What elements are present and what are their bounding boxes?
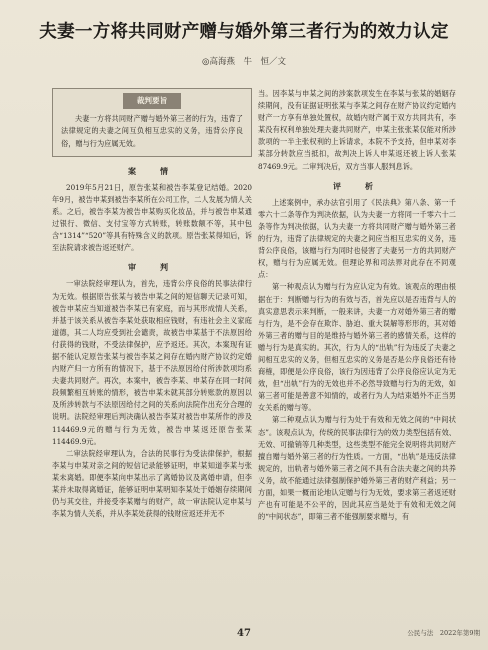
page-number: 47 [237, 628, 251, 639]
trial-heading: 审 判 [128, 262, 176, 273]
comment-paragraph: 上述案例中，承办法官引用了《民法典》第八条、第一千零六十二条等作为判决依据，认为夫妻一方将同一千零六十二条等作为判决依据，认为夫妻一方将共同财产赠与婚外第三者的行为，违背了法律规定的夫妻之间应当相互忠实的义务，违背公序良俗，该赠与行为同时也侵害了夫妻另一方的共同财产权，赠与行为应属无效。但理论界和司法界对此存在不同观点： [258, 197, 456, 280]
abstract-heading: 裁判要旨 [123, 93, 181, 109]
left-column [52, 88, 252, 520]
right-column [258, 88, 456, 523]
comment-paragraph: 第二种观点认为赠与行为处于有效和无效之间的“中间状态”。该观点认为，传统的民事法律行为的效力类型包括有效、无效、可撤销等几种类型，这些类型不能完全说明将共同财产擅自赠与婚外第三者的行为性质。一方面，“出轨”是违反法律规定的，出轨者与婚外第三者之间不具有合法夫妻之间的共养义务，故不能通过法律强制保护婚外第三者的财产利益；另一方面，如果一概而论地认定赠与行为无效，要求第三者返还财产也有可能是不公平的，因此其应当是处于有效和无效之间的“中间状态”，即第三者不能强制要求赠与，有 [258, 415, 456, 522]
comment-paragraph: 第一种观点认为赠与行为应认定为有效。该观点的理由根据在于：判断赠与行为的有效与否，首先应以是否违背与人的真实意思表示来判断，一般来讲，夫妻一方对婚外第三者的赠与行为，是不会存在欺诈、胁迫、重大误解等形形的，其对婚外第三者的赠与目的是维持与婚外第三者的感情关系，这样的赠与行为是真实的。其次，行为人的“出轨”行为违反了夫妻之间相互忠实的义务，但相互忠实的义务是否是公序良俗还有待商榷，即便是公序良俗，该行为因违背了公序良俗应认定为无效，但“出轨”行为的无效也并不必然导致赠与行为的无效，如第三者可能是善意不知情的，或者行为人为结束婚外不正当男女关系的赠与等。 [258, 282, 456, 413]
right-intro-paragraph: 当。因李某与申某之间的涉案款项发生在李某与张某的婚姻存续期间，没有证据证明张某与李某之间存在财产协议约定婚内财产一方享有单独处置权，故婚内财产属于双方共同共有，李某没有权利单独处理夫妻共同财产，申某主张张某仅能对所涉款项的一半主张权利的上诉请求，本院不予支持，但申某对李某部分转款应当抵扣，故判决上诉人申某返还被上诉人张某87469.9元。二审判决后，双方当事人服判息诉。 [258, 89, 456, 171]
comment-heading: 评 析 [333, 180, 381, 191]
trial-paragraph: 一审法院经审理认为，首先，违背公序良俗的民事法律行为无效。根据原告张某与被告申某之间的短信聊天记录可知，被告申某应当知道被告李某已有家庭，而与其形成情人关系，并基于该关系从被告李某处获取相应钱财，有违社会主义家庭道德，其二人均应受到社会谴责，故被告申某基于不法原因给付获得的钱财，不受法律保护，应予返还。其次，本案现有证据不能认定原告张某与被告李某之间存在婚内财产协议约定婚内财产归一方所有的情况下，基于不法原因给付所涉款项均系夫妻共同财产。再次，本案中，被告李某、申某存在同一时间段频繁相互转账的情形，被告申某未就其部分转账款的原因以及所涉转款与不法原因给付之间的关系向法院作出充分合理的说明。法院经审理后判决确认被告李某对被告申某所作的涉及114469.9元的赠与行为无效，被告申某返还原告张某114469.9元。 [52, 279, 252, 446]
trial-paragraph: 二审法院经审理认为，合法的民事行为受法律保护，根据李某与申某对亲之间的短信记录能够证明，申某知道李某与张某未离婚。即便李某向申某出示了离婚协议及离婚申请，但李某并未取得离婚证，能够证明申某明知李某处于婚姻存续期间仍与其交往，并接受李某赠与的财产，故一审法院认定申某与李某为情人关系，并从李某处获得的钱财应返还并无不 [52, 448, 252, 519]
abstract-text: 夫妻一方将共同财产赠与婚外第三者的行为，违背了法律规定的夫妻之间互负相互忠实的义务，违背公序良俗，赠与行为应属无效。 [61, 114, 243, 148]
abstract-box [52, 88, 252, 157]
journal-name: 公民与法 2022年第9期 [407, 629, 480, 637]
article-author: ◎高海燕 牛 恒／文 [202, 57, 286, 67]
case-heading: 案 情 [128, 165, 176, 176]
case-text: 2019年5月21日，原告张某和被告李某登记结婚。2020年9月，被告申某到被告李某所在公司工作，二人发展为情人关系。之后，被告李某为被告申某购买化妆品，并与被告申某通过银行、微信、支付宝等方式转账，转账数额不等，其中包含“1314”“520”等具有特殊含义的款项。原告张某得知后，诉至法院请求被告返还财产。 [52, 182, 252, 253]
article-title: 夫妻一方将共同财产赠与婚外第三者行为的效力认定 [39, 22, 449, 42]
